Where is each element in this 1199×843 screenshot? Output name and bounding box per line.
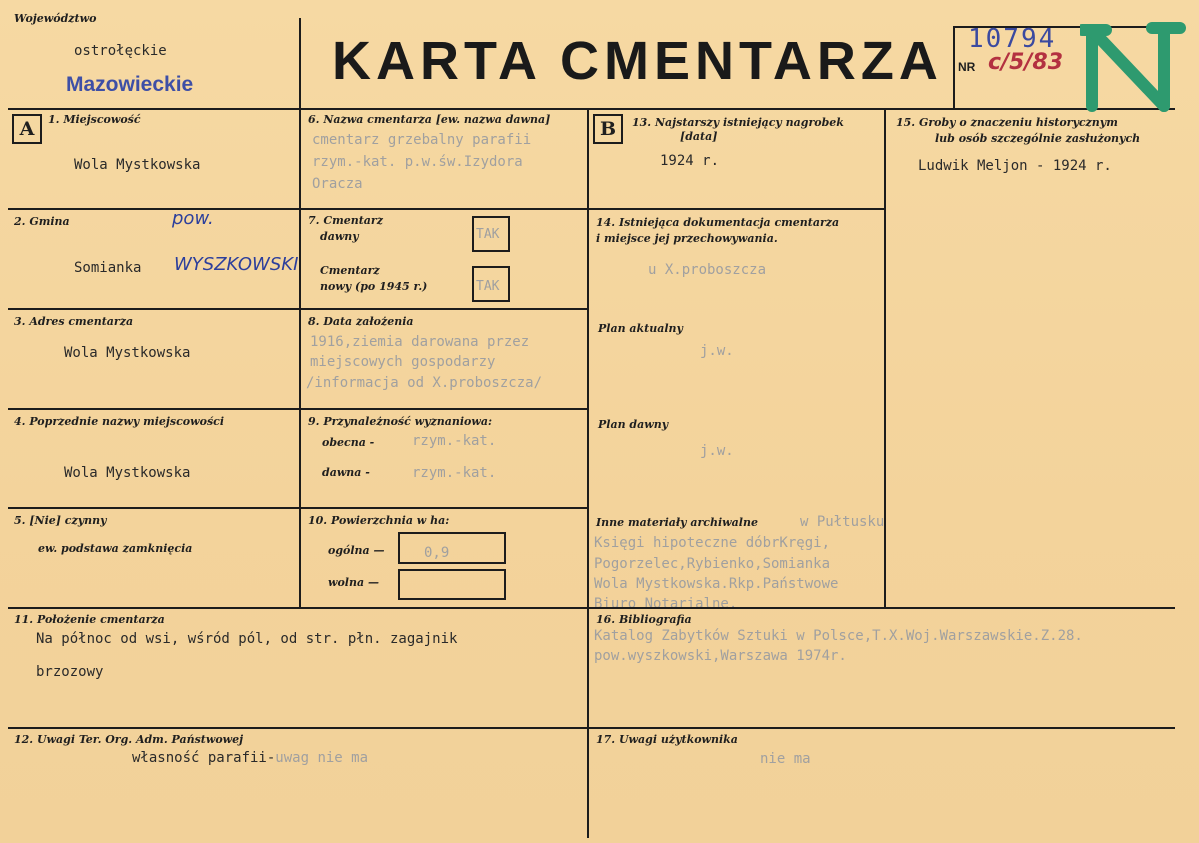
field8-line2: miejscowych gospodarzy [310, 354, 496, 370]
voivodeship-label: Województwo [14, 12, 97, 25]
field15-label: 15. Groby o znaczeniu historycznym [896, 116, 1118, 129]
field12-value-faint: uwag nie ma [275, 750, 369, 766]
field14-inne-line3: Pogorzelec,Rybienko,Somianka [594, 556, 831, 572]
field10-ogolna-value: 0,9 [424, 545, 450, 561]
field14-label: 14. Istniejąca dokumentacja cmentarza [596, 216, 840, 229]
section-a-letter: A [12, 114, 42, 144]
field6-line1: cmentarz grzebalny parafii [312, 132, 532, 148]
field13-label2: [data] [680, 130, 718, 143]
divider [8, 108, 1175, 110]
section-b-letter: B [593, 114, 623, 144]
field10-label: 10. Powierzchnia w ha: [308, 514, 450, 527]
field1-value: Wola Mystkowska [74, 157, 201, 173]
field7-label: 7. Cmentarz [308, 214, 383, 227]
field17-label: 17. Uwagi użytkownika [596, 733, 738, 746]
field8-line1: 1916,ziemia darowana przez [310, 334, 530, 350]
field14-plan-dawny-label: Plan dawny [598, 418, 669, 431]
field11-line1: Na północ od wsi, wśród pól, od str. płn. zagajnik [36, 631, 458, 647]
field15-label2: lub osób szczególnie zasłużonych [935, 132, 1141, 145]
field14-inne-line1: w Pułtusku [800, 514, 885, 530]
field9-obecna-value: rzym.-kat. [412, 433, 497, 449]
divider [8, 208, 587, 210]
field8-line3: /informacja od X.proboszcza/ [306, 375, 543, 391]
divider [953, 26, 955, 110]
field7-box-dawny-value: TAK [476, 227, 500, 242]
field14-value: u X.proboszcza [648, 262, 767, 278]
field2-value: Somianka [74, 260, 142, 276]
field15-value: Ludwik Meljon - 1924 r. [918, 158, 1112, 174]
field11-label: 11. Położenie cmentarza [14, 613, 165, 626]
field7-label2: Cmentarz [320, 264, 380, 277]
divider [8, 727, 1175, 729]
field3-label: 3. Adres cmentarza [14, 315, 134, 328]
field6-label: 6. Nazwa cmentarza [ew. nazwa dawna] [308, 113, 551, 126]
field2-label: 2. Gmina [14, 215, 70, 228]
field11-line2: brzozowy [36, 664, 104, 680]
nr-label: NR [958, 60, 976, 74]
field14-plan-dawny-value: j.w. [700, 443, 734, 459]
field14-inne-line2: Księgi hipoteczne dóbrKręgi, [594, 535, 831, 551]
field8-label: 8. Data założenia [308, 315, 414, 328]
field4-label: 4. Poprzednie nazwy miejscowości [14, 415, 225, 428]
field10-wolna-label: wolna — [328, 576, 379, 589]
field7-box-dawny [472, 216, 510, 252]
divider [8, 507, 587, 509]
divider [884, 108, 886, 608]
field7-label2-b: nowy (po 1945 r.) [320, 280, 428, 293]
field13-label: 13. Najstarszy istniejący nagrobek [632, 116, 844, 129]
field7-box-nowy [472, 266, 510, 302]
divider [299, 18, 301, 608]
field5-label: 5. [Nie] czynny [14, 514, 107, 527]
field16-line1: Katalog Zabytków Sztuki w Polsce,T.X.Woj.Warszawskie.Z.28. [594, 628, 1083, 644]
field10-wolna-box [398, 569, 506, 600]
field3-value: Wola Mystkowska [64, 345, 191, 361]
field10-ogolna-box [398, 532, 506, 564]
field12-value [132, 747, 368, 769]
field1-label: 1. Miejscowość [48, 113, 141, 126]
field14-inne-line5: Biuro Notarialne. [594, 596, 738, 607]
field9-label: 9. Przynależność wyznaniowa: [308, 415, 493, 428]
divider [8, 607, 1175, 609]
field12-value-text: własność parafii- [132, 750, 276, 766]
marker-n-diagonal-stroke [1092, 30, 1164, 106]
field17-value: nie ma [760, 751, 811, 767]
nr-handwritten: c/5/83 [988, 50, 1064, 75]
field5-label2: ew. podstawa zamknięcia [38, 542, 193, 555]
divider [8, 408, 587, 410]
field7-label-b: dawny [320, 230, 359, 243]
field7-box-nowy-value: TAK [476, 279, 500, 294]
page-title: KARTA CMENTARZA [332, 31, 943, 91]
field4-value: Wola Mystkowska [64, 465, 191, 481]
divider [8, 308, 587, 310]
field2-pow-label: pow. [172, 208, 214, 229]
field14-label2: i miejsce jej przechowywania. [596, 232, 778, 245]
field14-plan-aktualny-value: j.w. [700, 343, 734, 359]
number-handwritten: 10794 [968, 24, 1057, 54]
field16-line2: pow.wyszkowski,Warszawa 1974r. [594, 648, 847, 664]
field16-label: 16. Bibliografia [596, 613, 692, 626]
field9-dawna-label: dawna - [322, 466, 370, 479]
field9-dawna-value: rzym.-kat. [412, 465, 497, 481]
divider [587, 208, 884, 210]
field13-value: 1924 r. [660, 153, 720, 169]
field6-line3: Oracza [312, 176, 363, 192]
voivodeship-typed: ostrołęckie [74, 43, 167, 59]
field9-obecna-label: obecna - [322, 436, 375, 449]
field2-pow-value: WYSZKOWSKI [174, 254, 299, 275]
field14-inne-line4: Wola Mystkowska.Rkp.Państwowe [594, 576, 839, 592]
field12-label: 12. Uwagi Ter. Org. Adm. Państwowej [14, 733, 244, 746]
marker-n-letter [1080, 22, 1190, 112]
field14-inne-label: Inne materiały archiwalne [596, 516, 758, 529]
field10-ogolna-label: ogólna — [328, 544, 385, 557]
voivodeship-stamp: Mazowieckie [66, 73, 194, 96]
field6-line2: rzym.-kat. p.w.św.Izydora [312, 154, 523, 170]
field14-plan-aktualny-label: Plan aktualny [598, 322, 683, 335]
